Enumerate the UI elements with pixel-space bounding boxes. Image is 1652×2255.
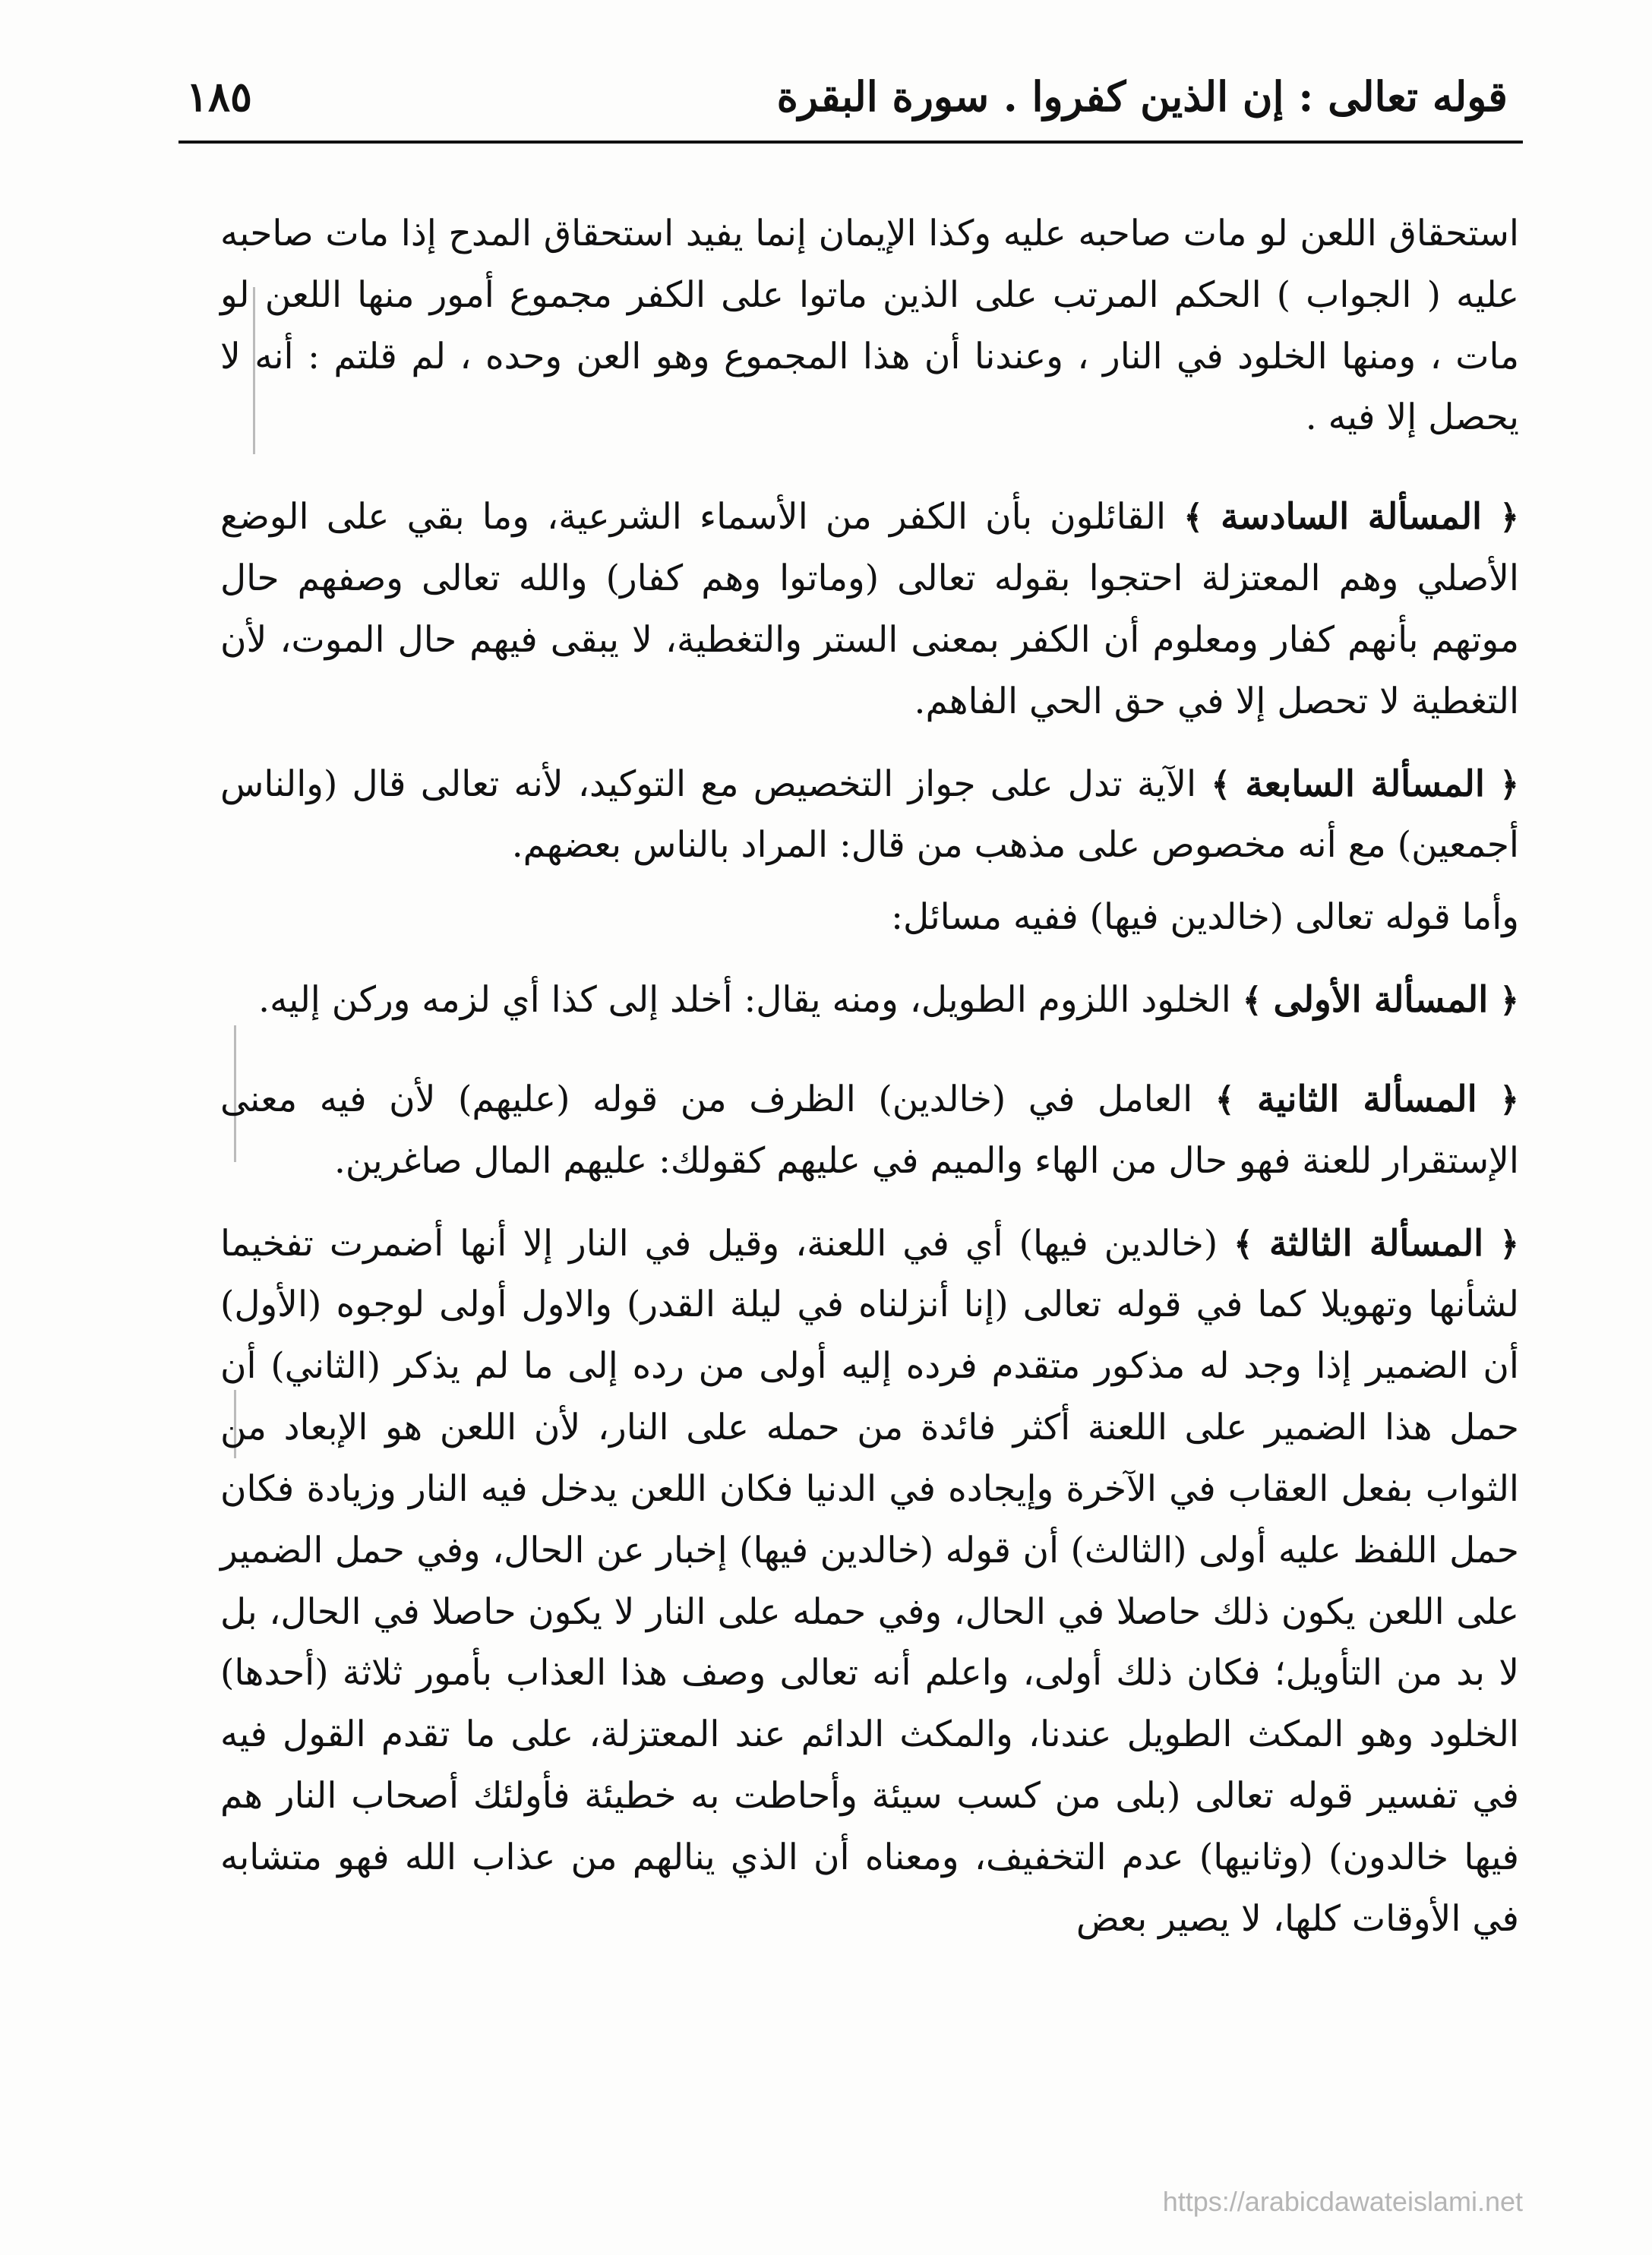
ornate-bracket-open: ﴿ bbox=[1499, 765, 1519, 804]
issue-text: القائلون بأن الكفر من الأسماء الشرعية، وما بقي على الوضع الأصلي وهم المعتزلة احتجوا بقوله تعالى (وماتوا وهم كفار) والله تعالى وصفهم حال موتهم بأنهم كفار ومعلوم أن الكفر بمعنى الستر والتغطية، لا يبقى فيهم حال الموت، لأن التغطية لا تحصل إلا في حق الحي الفاهم. bbox=[220, 496, 1519, 722]
issue-heading: المسألة السابعة bbox=[1245, 763, 1485, 805]
issue-heading: المسألة الأولى bbox=[1273, 979, 1489, 1022]
ornate-bracket-close: ﴾ bbox=[1183, 498, 1203, 538]
source-watermark: https://arabicdawateislami.net bbox=[1162, 2186, 1523, 2217]
header-rule bbox=[178, 141, 1523, 144]
ornate-bracket-open: ﴿ bbox=[1499, 498, 1519, 538]
issue-heading: المسألة الثانية bbox=[1257, 1078, 1477, 1120]
page-header bbox=[186, 72, 1508, 141]
paragraph-masala-7 bbox=[220, 754, 1519, 877]
ornate-bracket-open: ﴿ bbox=[1499, 981, 1519, 1021]
ornate-bracket-close: ﴾ bbox=[1233, 1224, 1253, 1264]
ornate-bracket-close: ﴾ bbox=[1242, 981, 1262, 1021]
ornate-bracket-close: ﴾ bbox=[1215, 1080, 1235, 1120]
issue-text: العامل في (خالدين) الظرف من قوله (عليهم) لأن فيه معنى الإستقرار للعنة فهو حال من الهاء والميم في عليهم كقولك: عليهم المال صاغرين. bbox=[220, 1078, 1519, 1182]
ornate-bracket-close: ﴾ bbox=[1211, 765, 1231, 804]
page-number: ١٨٥ bbox=[186, 72, 253, 121]
paragraph-intro: وأما قوله تعالى (خالدين فيها) ففيه مسائل: bbox=[891, 896, 1519, 939]
issue-text: الآية تدل على جواز التخصيص مع التوكيد، لأنه تعالى قال (والناس أجمعين) مع أنه مخصوص على مذهب من قال: المراد بالناس بعضهم. bbox=[220, 763, 1519, 867]
issue-text: الخلود اللزوم الطويل، ومنه يقال: أخلد إلى كذا أي لزمه وركن إليه. bbox=[258, 979, 1231, 1022]
ornate-bracket-open: ﴿ bbox=[1499, 1080, 1519, 1120]
paragraph-masala-1 bbox=[220, 970, 1519, 1031]
paragraph-masala-3 bbox=[220, 1214, 1519, 1950]
issue-heading: المسألة السادسة bbox=[1221, 496, 1483, 538]
paragraph-1: استحقاق اللعن لو مات صاحبه عليه وكذا الإيمان إنما يفيد استحقاق المدح إذا مات صاحبه عليه ( الجواب ) الحكم المرتب على الذين ماتوا على الكفر مجموع أمور منها اللعن لو مات ، ومنها الخلود في النار ، وعندنا أن هذا المجموع وهو العن وحده ، لم قلتم : أنه لا يحصل إلا فيه . bbox=[220, 213, 1519, 439]
page-body bbox=[220, 204, 1519, 1950]
paragraph-masala-6 bbox=[220, 487, 1519, 732]
running-title: قوله تعالى : إن الذين كفروا . سورة البقرة bbox=[776, 72, 1508, 121]
ornate-bracket-open: ﴿ bbox=[1499, 1224, 1519, 1264]
issue-text: (خالدين فيها) أي في اللعنة، وقيل في النار إلا أنها أضمرت تفخيما لشأنها وتهويلا كما في قوله تعالى (إنا أنزلناه في ليلة القدر) والاول أولى لوجوه (الأول) أن الضمير إذا وجد له مذكور متقدم فرده إليه أولى من رده إلى ما لم يذكر (الثاني) أن حمل هذا الضمير على اللعنة أكثر فائدة من حمله على النار، لأن اللعن هو الإبعاد من الثواب بفعل العقاب في الآخرة وإيجاده في الدنيا فكان اللعن يدخل فيه النار وزيادة فكان حمل اللفظ عليه أولى (الثالث) أن قوله (خالدين فيها) إخبار عن الحال، وفي حمل الضمير على اللعن يكون ذلك حاصلا في الحال، وفي حمله على النار لا يكون حاصلا في الحال، بل لا بد من التأويل؛ فكان ذلك أولى، واعلم أنه تعالى وصف هذا العذاب بأمور ثلاثة (أحدها) الخلود وهو المكث الطويل عندنا، والمكث الدائم عند المعتزلة، على ما تقدم القول فيه في تفسير قوله تعالى (بلى من كسب سيئة وأحاطت به خطيئة فأولئك أصحاب النار هم فيها خالدون) (وثانيها) عدم التخفيف، ومعناه أن الذي ينالهم من عذاب الله فهو متشابه في الأوقات كلها، لا يصير بعض bbox=[220, 1222, 1519, 1940]
paragraph-masala-2 bbox=[220, 1069, 1519, 1192]
issue-heading: المسألة الثالثة bbox=[1268, 1222, 1484, 1265]
